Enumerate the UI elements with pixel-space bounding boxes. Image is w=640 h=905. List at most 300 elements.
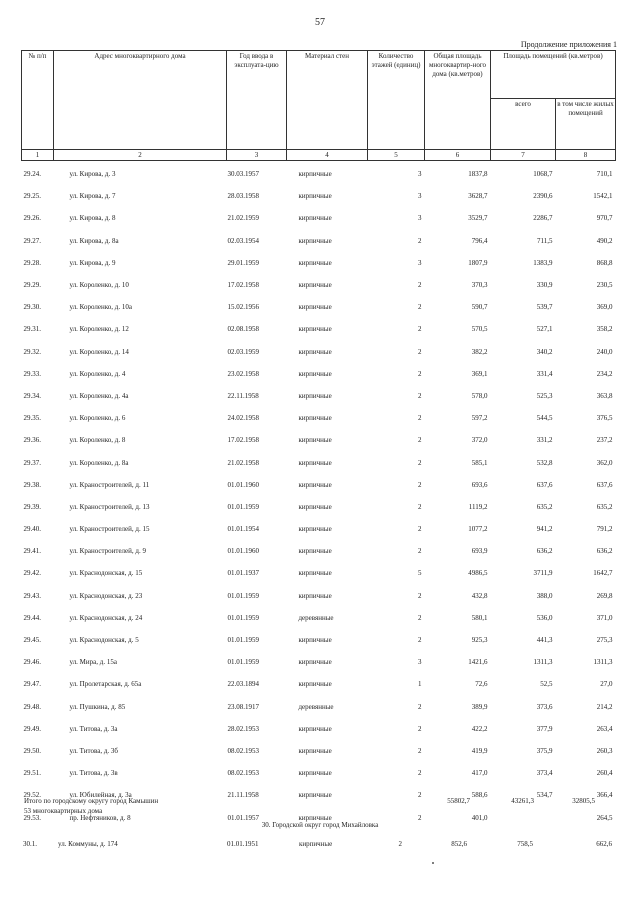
cell-year: 28.03.1958 bbox=[227, 192, 259, 201]
table-row bbox=[22, 252, 616, 274]
cell-floors: 3 bbox=[418, 658, 422, 667]
cell-all-premises: 373,6 bbox=[536, 702, 553, 711]
header-total-area: Общая площадь многоквартир-ного дома (кв.метров) bbox=[425, 51, 491, 150]
header-premises: Площадь помещений (кв.метров) bbox=[491, 51, 616, 99]
scan-speck bbox=[432, 862, 434, 864]
cell-num: 29.28. bbox=[23, 258, 41, 267]
cell-year: 29.01.1959 bbox=[227, 258, 259, 267]
cell-num: 29.24. bbox=[23, 170, 41, 179]
cell-total-area: 72,6 bbox=[475, 680, 488, 689]
cell-num: 29.37. bbox=[23, 458, 41, 467]
table-body bbox=[22, 161, 616, 829]
cell-living-premises: 636,2 bbox=[596, 547, 613, 556]
cell-year: 01.01.1960 bbox=[227, 547, 259, 556]
cell-all-premises: 2390,6 bbox=[533, 192, 553, 201]
cell-address: ул. Краностроителей, д. 11 bbox=[69, 480, 150, 489]
cell-total-area: 796,4 bbox=[471, 236, 488, 245]
cell-total-area: 370,3 bbox=[471, 281, 488, 290]
cell-num: 30.1. bbox=[23, 840, 37, 848]
cell-living-premises: 230,5 bbox=[596, 281, 613, 290]
cell-year: 08.02.1953 bbox=[227, 746, 259, 755]
cell-total-area: 597,2 bbox=[471, 414, 488, 423]
table-row bbox=[22, 762, 616, 784]
cell-all-premises: 525,3 bbox=[536, 391, 553, 400]
cell-living-premises: 970,7 bbox=[596, 214, 613, 223]
cell-walls: кирпичные bbox=[298, 192, 332, 201]
cell-floors: 2 bbox=[418, 436, 422, 445]
cell-all-premises: 330,9 bbox=[536, 281, 553, 290]
cell-living-premises: 366,4 bbox=[596, 791, 613, 800]
cell-walls: кирпичные bbox=[298, 436, 332, 445]
cell-all-premises: 536,0 bbox=[536, 613, 553, 622]
cell-living-premises: 868,8 bbox=[596, 258, 613, 267]
cell-total-area: 588,6 bbox=[471, 791, 488, 800]
cell-year: 02.08.1958 bbox=[227, 325, 259, 334]
cell-floors: 2 bbox=[418, 702, 422, 711]
cell-all-premises: 635,2 bbox=[536, 502, 553, 511]
cell-floors: 2 bbox=[418, 613, 422, 622]
cell-floors: 2 bbox=[418, 414, 422, 423]
cell-all-premises: 388,0 bbox=[536, 591, 553, 600]
cell-num: 29.41. bbox=[23, 547, 41, 556]
cell-all-premises: 331,2 bbox=[536, 436, 553, 445]
cell-address: ул. Мира, д. 15а bbox=[69, 658, 117, 667]
cell-num: 29.42. bbox=[23, 569, 41, 578]
cell-living-premises: 260,3 bbox=[596, 746, 613, 755]
cell-floors: 2 bbox=[418, 813, 422, 822]
cell-address: ул. Короленко, д. 12 bbox=[69, 325, 129, 334]
cell-year: 28.02.1953 bbox=[227, 724, 259, 733]
cell-floors: 1 bbox=[418, 680, 422, 689]
cell-walls: кирпичные bbox=[298, 480, 332, 489]
cell-living-premises: 710,1 bbox=[596, 170, 613, 179]
cell-num: 29.38. bbox=[23, 480, 41, 489]
cell-num: 29.39. bbox=[23, 502, 41, 511]
cell-year: 02.03.1959 bbox=[227, 347, 259, 356]
cell-all-premises: 636,2 bbox=[536, 547, 553, 556]
cell-address: ул. Кирова, д. 3 bbox=[69, 170, 116, 179]
cell-year: 22.11.1958 bbox=[227, 391, 259, 400]
cell-address: ул. Краснодонская, д. 24 bbox=[69, 613, 143, 622]
cell-year: 17.02.1958 bbox=[227, 436, 259, 445]
cell-total-area: 1077,2 bbox=[468, 525, 488, 534]
cell-year: 01.01.1960 bbox=[227, 480, 259, 489]
cell-walls: деревянные bbox=[298, 702, 334, 711]
cell-floors: 2 bbox=[418, 325, 422, 334]
cell-year: 01.01.1959 bbox=[227, 613, 259, 622]
cell-living-premises: 791,2 bbox=[596, 525, 613, 534]
cell-num: 29.44. bbox=[23, 613, 41, 622]
cell-address: ул. Пушкина, д. 85 bbox=[69, 702, 126, 711]
cell-floors: 2 bbox=[418, 347, 422, 356]
header-walls: Материал стен bbox=[287, 51, 368, 150]
cell-walls: кирпичные bbox=[298, 569, 332, 578]
cell-address: ул. Титова, д. 3а bbox=[69, 724, 118, 733]
table-row bbox=[22, 185, 616, 207]
cell-living-premises: 637,6 bbox=[596, 480, 613, 489]
cell-total-area: 570,5 bbox=[471, 325, 488, 334]
summary-living-premises: 32805,5 bbox=[572, 797, 595, 805]
cell-num: 29.48. bbox=[23, 702, 41, 711]
cell-address: ул. Титова, д. 3б bbox=[69, 746, 118, 755]
table-row bbox=[22, 607, 616, 629]
cell-total-area: 389,9 bbox=[471, 702, 488, 711]
cell-walls: кирпичные bbox=[298, 724, 332, 733]
header-number-1: 1 bbox=[22, 150, 54, 161]
cell-floors: 3 bbox=[418, 170, 422, 179]
header-number-5: 5 bbox=[368, 150, 425, 161]
cell-year: 23.02.1958 bbox=[227, 369, 259, 378]
cell-total-area: 693,9 bbox=[471, 547, 488, 556]
cell-year: 15.02.1956 bbox=[227, 303, 259, 312]
header-address: Адрес многоквартирного дома bbox=[54, 51, 227, 150]
cell-all-premises: 1068,7 bbox=[533, 170, 553, 179]
cell-living-premises: 1542,1 bbox=[593, 192, 613, 201]
cell-walls: кирпичные bbox=[298, 680, 332, 689]
cell-total-area: 590,7 bbox=[471, 303, 488, 312]
cell-floors: 2 bbox=[418, 458, 422, 467]
cell-year: 01.01.1937 bbox=[227, 569, 259, 578]
cell-address: ул. Короленко, д. 10а bbox=[69, 303, 132, 312]
cell-living-premises: 263,4 bbox=[596, 724, 613, 733]
cell-all-premises: 758,5 bbox=[517, 840, 533, 848]
cell-address: ул. Кирова, д. 8 bbox=[69, 214, 116, 223]
cell-walls: кирпичные bbox=[298, 281, 332, 290]
cell-all-premises: 377,9 bbox=[536, 724, 553, 733]
table-row bbox=[22, 407, 616, 429]
table-row bbox=[22, 296, 616, 318]
header-all: всего bbox=[491, 99, 556, 150]
cell-walls: деревянные bbox=[298, 613, 334, 622]
summary-count: 53 многоквартирных дома bbox=[24, 807, 103, 815]
table-row bbox=[22, 474, 616, 496]
header-number-7: 7 bbox=[491, 150, 556, 161]
cell-living-premises: 264,5 bbox=[596, 813, 613, 822]
cell-num: 29.49. bbox=[23, 724, 41, 733]
section-title: 30. Городской округ город Михайловка bbox=[261, 821, 379, 829]
cell-num: 29.52. bbox=[23, 791, 41, 800]
cell-num: 29.47. bbox=[23, 680, 41, 689]
cell-living-premises: 362,0 bbox=[596, 458, 613, 467]
cell-living-premises: 214,2 bbox=[596, 702, 613, 711]
cell-num: 29.53. bbox=[23, 813, 41, 822]
cell-walls: кирпичные bbox=[298, 347, 332, 356]
cell-year: 01.01.1959 bbox=[227, 502, 259, 511]
table-row bbox=[22, 161, 616, 186]
cell-address: ул. Короленко, д. 14 bbox=[69, 347, 129, 356]
cell-floors: 3 bbox=[418, 258, 422, 267]
cell-num: 29.40. bbox=[23, 525, 41, 534]
cell-total-area: 1119,2 bbox=[468, 502, 488, 511]
table-row bbox=[22, 230, 616, 252]
table-row bbox=[22, 718, 616, 740]
table-row bbox=[22, 518, 616, 540]
cell-all-premises: 527,1 bbox=[536, 325, 553, 334]
page-number: 57 bbox=[315, 17, 325, 28]
header-number-6: 6 bbox=[425, 150, 491, 161]
table-row bbox=[21, 840, 615, 852]
table-row bbox=[22, 562, 616, 584]
cell-floors: 2 bbox=[418, 369, 422, 378]
cell-walls: кирпичные bbox=[298, 525, 332, 534]
cell-walls: кирпичные bbox=[298, 547, 332, 556]
cell-num: 29.32. bbox=[23, 347, 41, 356]
table-row bbox=[22, 363, 616, 385]
cell-year: 21.02.1958 bbox=[227, 458, 259, 467]
cell-walls: кирпичные bbox=[298, 258, 332, 267]
cell-floors: 2 bbox=[418, 391, 422, 400]
cell-all-premises: 373,4 bbox=[536, 769, 553, 778]
cell-floors: 2 bbox=[418, 502, 422, 511]
cell-floors: 2 bbox=[418, 236, 422, 245]
cell-total-area: 417,0 bbox=[471, 769, 488, 778]
cell-floors: 2 bbox=[418, 746, 422, 755]
cell-address: ул. Краностроителей, д. 15 bbox=[69, 525, 150, 534]
table-row bbox=[22, 673, 616, 695]
cell-living-premises: 240,0 bbox=[596, 347, 613, 356]
cell-num: 29.31. bbox=[23, 325, 41, 334]
cell-walls: кирпичные bbox=[298, 458, 332, 467]
cell-walls: кирпичные bbox=[298, 369, 332, 378]
header-num: № п/п bbox=[22, 51, 54, 150]
cell-living-premises: 371,0 bbox=[596, 613, 613, 622]
cell-living-premises: 260,4 bbox=[596, 769, 613, 778]
cell-walls: кирпичные bbox=[298, 591, 332, 600]
cell-year: 08.02.1953 bbox=[227, 769, 259, 778]
cell-address: ул. Титова, д. 3в bbox=[69, 769, 118, 778]
cell-total-area: 3628,7 bbox=[468, 192, 488, 201]
cell-floors: 2 bbox=[398, 840, 402, 848]
table-row bbox=[22, 318, 616, 340]
cell-num: 29.43. bbox=[23, 591, 41, 600]
cell-floors: 2 bbox=[418, 791, 422, 800]
table-row bbox=[22, 341, 616, 363]
cell-all-premises: 331,4 bbox=[536, 369, 553, 378]
cell-walls: кирпичные bbox=[298, 236, 332, 245]
header-number-2: 2 bbox=[54, 150, 227, 161]
cell-all-premises: 534,7 bbox=[536, 791, 553, 800]
cell-floors: 2 bbox=[418, 281, 422, 290]
cell-total-area: 693,6 bbox=[471, 480, 488, 489]
cell-living-premises: 363,8 bbox=[596, 391, 613, 400]
summary-total-area: 55802,7 bbox=[447, 797, 470, 805]
summary-label: Итого по городскому округу город Камышин bbox=[24, 797, 159, 805]
cell-total-area: 419,9 bbox=[471, 746, 488, 755]
cell-floors: 5 bbox=[418, 569, 422, 578]
cell-walls: кирпичные bbox=[298, 414, 332, 423]
cell-floors: 2 bbox=[418, 480, 422, 489]
cell-address: ул. Краностроителей, д. 13 bbox=[69, 502, 150, 511]
cell-address: ул. Короленко, д. 8 bbox=[69, 436, 126, 445]
cell-year: 01.01.1957 bbox=[227, 813, 259, 822]
cell-total-area: 1421,6 bbox=[468, 658, 488, 667]
cell-year: 02.03.1954 bbox=[227, 236, 259, 245]
summary-all-premises: 43261,3 bbox=[511, 797, 534, 805]
cell-total-area: 585,1 bbox=[471, 458, 488, 467]
cell-all-premises: 1311,3 bbox=[533, 658, 553, 667]
header-living: в том числе жилых помещений bbox=[556, 99, 616, 150]
cell-address: ул. Кирова, д. 7 bbox=[69, 192, 116, 201]
cell-total-area: 578,0 bbox=[471, 391, 488, 400]
cell-num: 29.45. bbox=[23, 636, 41, 645]
cell-year: 24.02.1958 bbox=[227, 414, 259, 423]
cell-walls: кирпичные bbox=[298, 791, 332, 800]
cell-all-premises: 1383,9 bbox=[533, 258, 553, 267]
cell-num: 29.29. bbox=[23, 281, 41, 290]
cell-living-premises: 376,5 bbox=[596, 414, 613, 423]
cell-living-premises: 27,0 bbox=[600, 680, 613, 689]
cell-address: ул. Короленко, д. 10 bbox=[69, 281, 129, 290]
cell-all-premises: 711,5 bbox=[537, 236, 553, 245]
cell-floors: 2 bbox=[418, 525, 422, 534]
cell-address: ул. Краснодонская, д. 5 bbox=[69, 636, 139, 645]
cell-living-premises: 635,2 bbox=[596, 502, 613, 511]
cell-address: ул. Кирова, д. 9 bbox=[69, 258, 116, 267]
cell-total-area: 3529,7 bbox=[468, 214, 488, 223]
cell-floors: 2 bbox=[418, 303, 422, 312]
cell-walls: кирпичные bbox=[298, 214, 332, 223]
cell-year: 23.08.1917 bbox=[227, 702, 259, 711]
cell-all-premises: 532,8 bbox=[536, 458, 553, 467]
cell-year: 21.02.1959 bbox=[227, 214, 259, 223]
cell-all-premises: 441,3 bbox=[536, 636, 553, 645]
cell-living-premises: 369,0 bbox=[596, 303, 613, 312]
cell-walls: кирпичные bbox=[298, 769, 332, 778]
cell-address: ул. Пролетарская, д. 65а bbox=[69, 680, 142, 689]
cell-total-area: 432,8 bbox=[471, 591, 488, 600]
cell-total-area: 1837,8 bbox=[468, 170, 488, 179]
cell-floors: 2 bbox=[418, 591, 422, 600]
table-row bbox=[22, 207, 616, 229]
cell-address: ул. Короленко, д. 8а bbox=[69, 458, 129, 467]
table-row bbox=[22, 651, 616, 673]
header-number-8: 8 bbox=[556, 150, 616, 161]
cell-num: 29.26. bbox=[23, 214, 41, 223]
cell-address: ул. Короленко, д. 6 bbox=[69, 414, 126, 423]
header-number-3: 3 bbox=[227, 150, 287, 161]
table-row bbox=[22, 696, 616, 718]
cell-num: 29.25. bbox=[23, 192, 41, 201]
cell-address: ул. Краностроителей, д. 9 bbox=[69, 547, 146, 556]
cell-floors: 3 bbox=[418, 214, 422, 223]
cell-all-premises: 637,6 bbox=[536, 480, 553, 489]
cell-living-premises: 1311,3 bbox=[593, 658, 613, 667]
table-row bbox=[22, 274, 616, 296]
cell-num: 29.50. bbox=[23, 746, 41, 755]
cell-floors: 2 bbox=[418, 769, 422, 778]
cell-year: 01.01.1959 bbox=[227, 658, 259, 667]
cell-walls: кирпичные bbox=[298, 170, 332, 179]
cell-walls: кирпичные bbox=[299, 840, 333, 848]
buildings-table bbox=[21, 50, 616, 829]
cell-all-premises: 52,5 bbox=[540, 680, 553, 689]
table-row bbox=[22, 540, 616, 562]
cell-walls: кирпичные bbox=[298, 303, 332, 312]
cell-walls: кирпичные bbox=[298, 391, 332, 400]
cell-all-premises: 3711,9 bbox=[533, 569, 553, 578]
cell-total-area: 580,1 bbox=[471, 613, 488, 622]
table-row bbox=[22, 385, 616, 407]
cell-floors: 2 bbox=[418, 547, 422, 556]
cell-walls: кирпичные bbox=[298, 813, 332, 822]
cell-walls: кирпичные bbox=[298, 658, 332, 667]
cell-num: 29.51. bbox=[23, 769, 41, 778]
cell-address: ул. Короленко, д. 4а bbox=[69, 391, 129, 400]
cell-address: ул. Краснодонская, д. 23 bbox=[69, 591, 143, 600]
cell-address: ул. Краснодонская, д. 15 bbox=[69, 569, 143, 578]
cell-living-premises: 358,2 bbox=[596, 325, 613, 334]
cell-year: 30.03.1957 bbox=[227, 170, 259, 179]
header-floors: Количество этажей (единиц) bbox=[368, 51, 425, 150]
cell-floors: 2 bbox=[418, 724, 422, 733]
cell-year: 01.01.1959 bbox=[227, 636, 259, 645]
cell-total-area: 852,6 bbox=[451, 840, 467, 848]
cell-total-area: 369,1 bbox=[471, 369, 488, 378]
cell-all-premises: 544,5 bbox=[536, 414, 553, 423]
cell-address: ул. Юбилейная, д. 3а bbox=[69, 791, 132, 800]
header-year: Год ввода в эксплуата-цию bbox=[227, 51, 287, 150]
table-row bbox=[22, 740, 616, 762]
cell-living-premises: 234,2 bbox=[596, 369, 613, 378]
cell-address: ул. Коммуны, д. 174 bbox=[58, 840, 118, 848]
cell-year: 21.11.1958 bbox=[227, 791, 259, 800]
cell-total-area: 401,0 bbox=[471, 813, 488, 822]
cell-address: ул. Короленко, д. 4 bbox=[69, 369, 126, 378]
cell-living-premises: 662,6 bbox=[596, 840, 612, 848]
cell-living-premises: 237,2 bbox=[596, 436, 613, 445]
cell-total-area: 925,3 bbox=[471, 636, 488, 645]
cell-num: 29.35. bbox=[23, 414, 41, 423]
cell-walls: кирпичные bbox=[298, 746, 332, 755]
cell-year: 17.02.1958 bbox=[227, 281, 259, 290]
cell-num: 29.36. bbox=[23, 436, 41, 445]
cell-num: 29.33. bbox=[23, 369, 41, 378]
continuation-note: Продолжение приложения 1 bbox=[520, 40, 617, 49]
cell-year: 22.03.1894 bbox=[227, 680, 259, 689]
cell-walls: кирпичные bbox=[298, 502, 332, 511]
cell-all-premises: 375,9 bbox=[536, 746, 553, 755]
cell-num: 29.30. bbox=[23, 303, 41, 312]
cell-all-premises: 539,7 bbox=[536, 303, 553, 312]
header-number-4: 4 bbox=[287, 150, 368, 161]
cell-address: пр. Нефтяников, д. 8 bbox=[69, 813, 131, 822]
cell-num: 29.34. bbox=[23, 391, 41, 400]
cell-year: 01.01.1954 bbox=[227, 525, 259, 534]
table-row bbox=[22, 629, 616, 651]
table-row bbox=[22, 429, 616, 451]
cell-num: 29.27. bbox=[23, 236, 41, 245]
cell-floors: 3 bbox=[418, 192, 422, 201]
table-row bbox=[22, 451, 616, 473]
cell-address: ул. Кирова, д. 8а bbox=[69, 236, 119, 245]
cell-total-area: 1807,9 bbox=[468, 258, 488, 267]
cell-num: 29.46. bbox=[23, 658, 41, 667]
cell-year: 01.01.1959 bbox=[227, 591, 259, 600]
cell-total-area: 382,2 bbox=[471, 347, 488, 356]
cell-total-area: 4986,5 bbox=[468, 569, 488, 578]
cell-total-area: 422,2 bbox=[471, 724, 488, 733]
cell-walls: кирпичные bbox=[298, 325, 332, 334]
cell-walls: кирпичные bbox=[298, 636, 332, 645]
cell-all-premises: 2286,7 bbox=[533, 214, 553, 223]
cell-living-premises: 269,8 bbox=[596, 591, 613, 600]
cell-all-premises: 340,2 bbox=[536, 347, 553, 356]
cell-living-premises: 1642,7 bbox=[593, 569, 613, 578]
cell-living-premises: 490,2 bbox=[596, 236, 613, 245]
cell-year: 01.01.1951 bbox=[227, 840, 259, 848]
cell-floors: 2 bbox=[418, 636, 422, 645]
cell-all-premises: 941,2 bbox=[536, 525, 553, 534]
